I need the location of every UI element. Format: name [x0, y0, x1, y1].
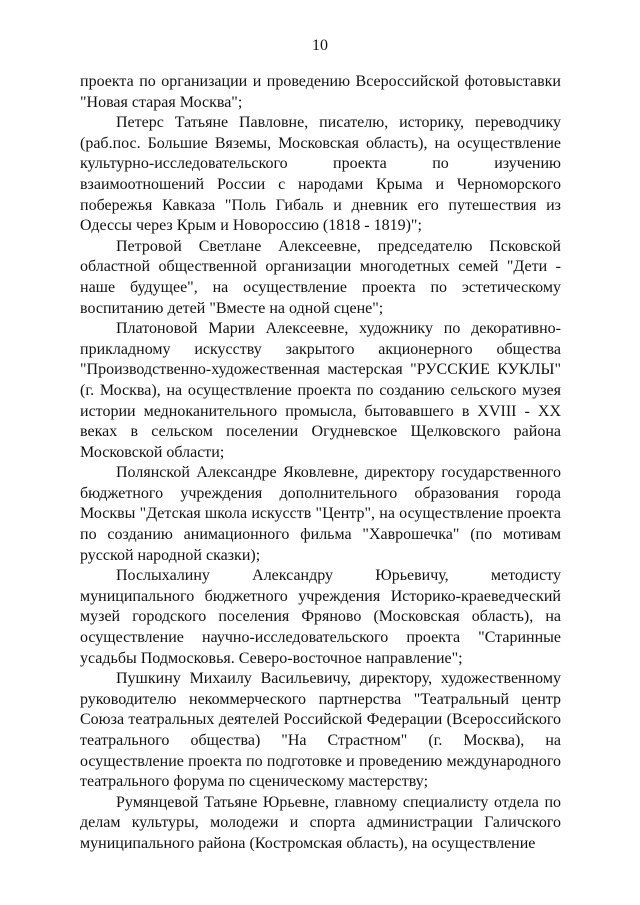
- paragraph: Полянской Александре Яковлевне, директору государственного бюджетного учреждения дополнительного образования города Москвы "Детская школа искусств "Центр", на осуществление проекта по созданию анимационного фильма "Хаврошечка" (по мотивам русской народной сказки);: [80, 464, 561, 564]
- paragraph: Пушкину Михаилу Васильевичу, директору, художественному руководителю некоммерческого партнерства "Театральный центр Союза театральных деятелей Российской Федерации (Всероссийского театрального общества) "На Страстном" (г. Москва), на осуществление проекта по подготовке и проведению международного театрального форума по сценическому мастерству;: [80, 670, 561, 791]
- paragraph: Петровой Светлане Алексеевне, председателю Псковской областной общественной организации многодетных семей "Дети - наше будущее", на осуществление проекта по эстетическому воспитанию детей "Вместе на одной сцене";: [80, 237, 561, 317]
- paragraph: проекта по организации и проведению Всероссийской фотовыставки "Новая старая Москва";: [80, 73, 561, 111]
- body-text: [80, 72, 561, 855]
- paragraph: Платоновой Марии Алексеевне, художнику по декоративно-прикладному искусству закрытого акционерного общества "Производственно-художественная мастерская "РУССКИЕ КУКЛЫ" (г. Москва), на осуществление проекта по созданию сельского музея истории медноканительного промысла, бытовавшего в XVIII - XX веках в сельском поселении Огудневское Щелковского района Московской области;: [80, 320, 561, 461]
- paragraph: Послыхалину Александру Юрьевичу, методисту муниципального бюджетного учреждения Историко-краеведческий музей городского поселения Фряново (Московская область), на осуществление научно-исследовательского проекта "Старинные усадьбы Подмосковья. Северо-восточное направление";: [80, 567, 561, 667]
- page-number: 10: [312, 37, 328, 54]
- paragraph: Румянцевой Татьяне Юрьевне, главному специалисту отдела по делам культуры, молодежи и спорта администрации Галичского муниципального района (Костромская область), на осуществление: [80, 793, 561, 852]
- paragraph: Петерс Татьяне Павловне, писателю, историку, переводчику (раб.пос. Большие Вяземы, Московская область), на осуществление культурно-исследовательского проекта по изучению взаимоотношений России с народами Крыма и Черноморского побережья Кавказа "Поль Гибаль и дневник его путешествия из Одессы через Крым и Новороссию (1818 - 1819)";: [80, 114, 561, 235]
